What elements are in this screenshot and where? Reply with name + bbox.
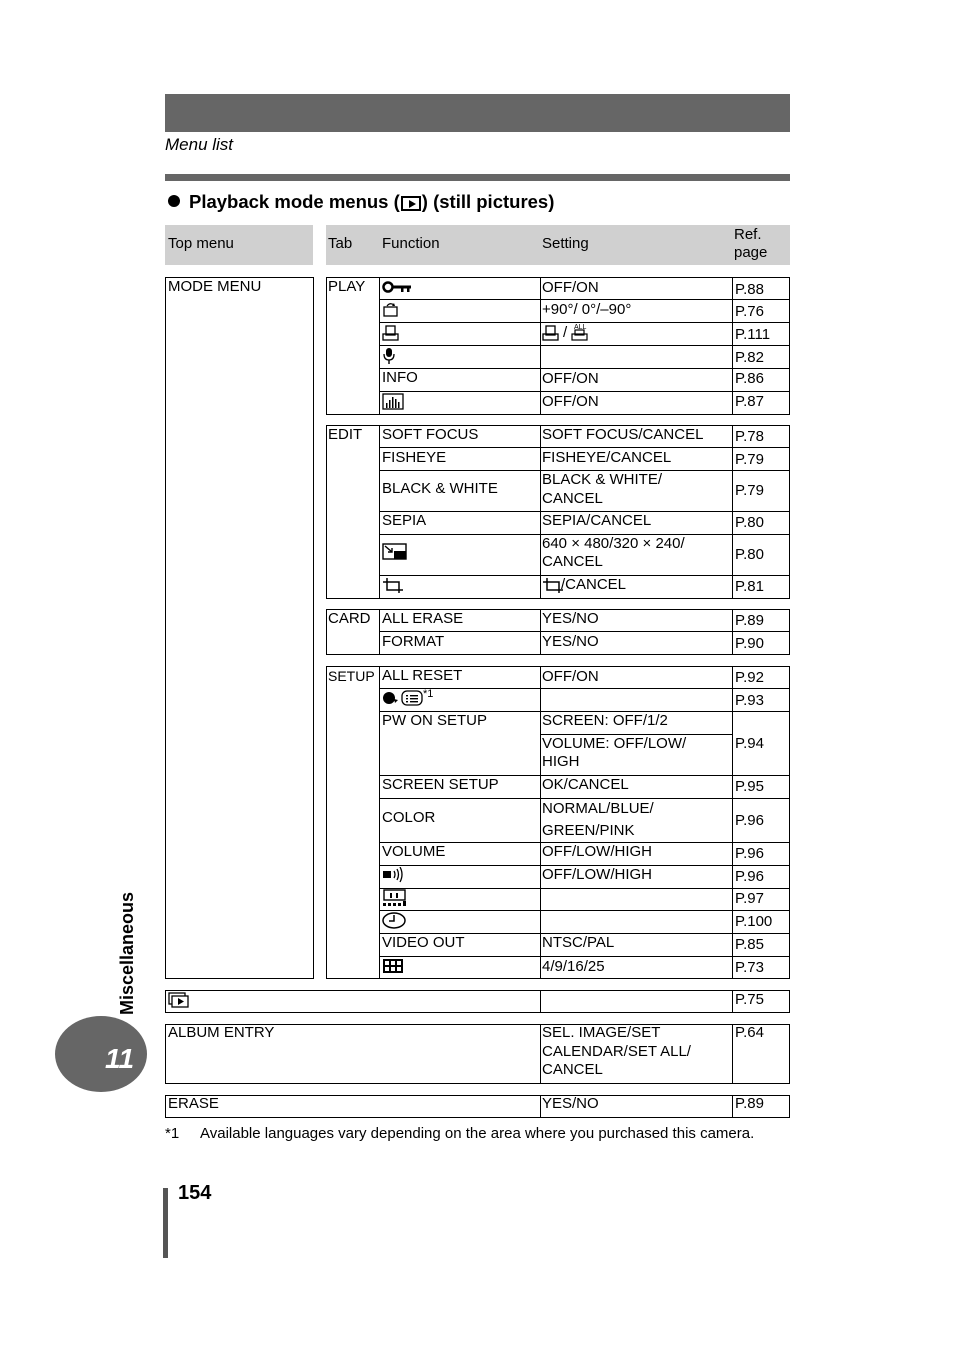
playback-mode-icon [401,196,421,211]
setup-setting-3b: VOLUME: OFF/LOW/ [542,735,687,752]
edit-function-1: SOFT FOCUS [382,426,479,443]
erase-row [165,1095,790,1118]
header-bar [165,94,790,132]
setup-ref-10: P.85 [735,936,764,953]
trim-icon [382,577,404,594]
play-ref-6: P.87 [735,393,764,410]
section-title: Menu list [165,135,234,154]
header-setting: Setting [542,235,589,252]
edit-ref-2: P.79 [735,451,764,468]
album-setting-3: CANCEL [542,1061,603,1078]
play-ref-5: P.86 [735,370,764,387]
setup-setting-10: NTSC/PAL [542,934,615,951]
setup-setting-4: OK/CANCEL [542,776,629,793]
header-ref-line1: Ref. [734,226,762,243]
protect-key-icon [382,281,412,293]
play-setting-6: OFF/ON [542,393,599,410]
setup-function-3: PW ON SETUP [382,712,488,729]
setup-function-5: COLOR [382,809,436,826]
print-all-icon [571,322,589,342]
play-ref-1: P.88 [735,281,764,298]
play-ref-4: P.82 [735,349,764,366]
setup-ref-11: P.73 [735,959,764,976]
setup-setting-7: OFF/LOW/HIGH [542,866,652,883]
card-setting-1: YES/NO [542,610,599,627]
slideshow-icon [168,992,192,1010]
album-entry-label: ALBUM ENTRY [168,1024,275,1041]
edit-function-2: FISHEYE [382,449,447,466]
print-setting-separator: / [563,324,568,341]
card-ref-1: P.89 [735,612,764,629]
erase-setting: YES/NO [542,1095,599,1112]
chapter-number: 11 [105,1043,135,1074]
page-heading [168,191,554,213]
page-number: 154 [178,1182,212,1204]
heading-prefix: Playback mode menus ( [189,191,400,212]
bullet-icon [168,195,180,207]
setup-setting-3c: HIGH [542,753,580,770]
setup-ref-2: P.93 [735,692,764,709]
erase-label: ERASE [168,1095,219,1112]
setup-setting-6: OFF/LOW/HIGH [542,843,652,860]
setup-setting-5a: NORMAL/BLUE/ [542,800,654,817]
footnote-text: Available languages vary depending on the area where you purchased this camera. [200,1125,755,1142]
album-ref: P.64 [735,1024,764,1041]
play-setting-2: +90°/ 0°/–90° [542,301,632,318]
card-setting-2: YES/NO [542,633,599,650]
section-rule [165,174,790,181]
histogram-icon [382,393,404,410]
header-function: Function [382,235,440,252]
heading-suffix: ) (still pictures) [421,191,555,212]
footnote [165,1125,754,1142]
tab-play: PLAY [328,278,366,295]
setup-ref-6: P.96 [735,845,764,862]
setup-ref-1: P.92 [735,669,764,686]
edit-ref-1: P.78 [735,428,764,445]
edit-setting-5b: CANCEL [542,553,603,570]
language-icon [382,689,424,707]
erase-ref: P.89 [735,1095,764,1112]
header-ref-page [734,226,767,262]
edit-ref-4: P.80 [735,514,764,531]
play-ref-2: P.76 [735,303,764,320]
setup-ref-3: P.94 [735,735,764,752]
header-ref-line2: page [734,244,768,261]
edit-function-4: SEPIA [382,512,427,529]
thumbnail-icon [382,958,404,974]
play-setting-1: OFF/ON [542,279,599,296]
slideshow-ref: P.75 [735,991,764,1008]
tab-card: CARD [328,610,371,627]
setup-ref-4: P.95 [735,778,764,795]
print-all-label: ALL [574,324,587,331]
side-label: Miscellaneous [117,891,137,1015]
header-tab: Tab [328,235,353,252]
slideshow-row [165,990,790,1013]
setup-setting-3a: SCREEN: OFF/1/2 [542,712,668,729]
print-reserve-setting-icon [542,325,560,342]
page-edge-bar [163,1188,168,1258]
edit-ref-5: P.80 [735,546,764,563]
setup-ref-9: P.100 [735,913,773,930]
edit-ref-6: P.81 [735,578,764,595]
edit-setting-5a: 640 × 480/320 × 240/ [542,535,685,552]
clock-icon [382,912,406,929]
setup-function-1: ALL RESET [382,667,463,684]
beep-icon [382,867,408,883]
play-ref-3: P.111 [735,326,771,343]
setup-setting-1: OFF/ON [542,668,599,685]
setup-setting-11: 4/9/16/25 [542,958,605,975]
setup-setting-5b: GREEN/PINK [542,822,635,839]
monitor-brightness-icon [382,889,408,907]
setup-ref-8: P.97 [735,890,764,907]
setup-ref-5: P.96 [735,812,764,829]
header-top-menu: Top menu [168,235,234,252]
mode-menu-cell [165,277,314,979]
edit-setting-3a: BLACK & WHITE/ [542,471,663,488]
album-setting-1: SEL. IMAGE/SET [542,1024,661,1041]
tab-setup: SETUP [328,668,375,684]
play-setting-5: OFF/ON [542,370,599,387]
card-ref-2: P.90 [735,635,764,652]
mode-menu-label: MODE MENU [168,278,262,295]
setup-function-6: VOLUME [382,843,446,860]
card-function-2: FORMAT [382,633,445,650]
play-function-info: INFO [382,369,418,386]
edit-setting-4: SEPIA/CANCEL [542,512,652,529]
edit-setting-6: /CANCEL [561,576,627,593]
edit-function-3: BLACK & WHITE [382,480,498,497]
microphone-icon [382,347,396,365]
setup-function-4: SCREEN SETUP [382,776,499,793]
tab-edit: EDIT [328,426,363,443]
setup-ref-7: P.96 [735,868,764,885]
resize-icon [382,543,407,560]
edit-ref-3: P.79 [735,482,764,499]
edit-setting-2: FISHEYE/CANCEL [542,449,672,466]
edit-setting-1: SOFT FOCUS/CANCEL [542,426,704,443]
footnote-mark: *1 [165,1125,180,1142]
language-footnote-mark: *1 [423,688,434,700]
print-reserve-icon [382,325,400,342]
rotate-icon [382,302,400,318]
card-function-1: ALL ERASE [382,610,464,627]
setup-function-10: VIDEO OUT [382,934,465,951]
edit-setting-3b: CANCEL [542,490,603,507]
album-setting-2: CALENDAR/SET ALL/ [542,1043,691,1060]
